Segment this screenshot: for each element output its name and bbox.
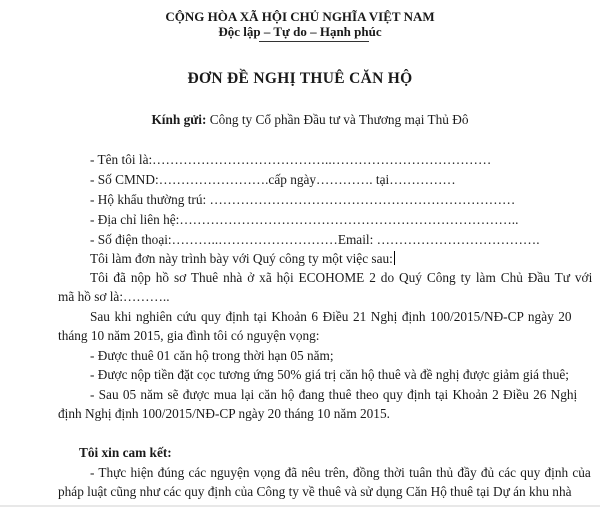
- recipient-value: Công ty Cổ phần Đầu tư và Thương mại Thủ Đô: [206, 112, 469, 127]
- field-issue-date-label: cấp ngày: [268, 172, 317, 187]
- wish-3-text-line1: - Sau 05 năm sẽ được mua lại căn hộ đang thuê theo quy định tại Khoản 2 Điều 26 Nghị: [90, 387, 578, 402]
- intro-paragraph: [90, 251, 395, 267]
- field-issue-date-fill[interactable]: ………….: [316, 172, 376, 187]
- field-phone-label: - Số điện thoại:: [90, 232, 172, 247]
- intro-text: Tôi làm đơn này trình bày với Quý công ty một việc sau:: [90, 251, 393, 266]
- field-id-fill[interactable]: …………………….: [158, 172, 269, 187]
- submitted-paragraph-line1: [90, 270, 593, 286]
- field-residence-fill[interactable]: ……………………………………………………………: [209, 192, 516, 207]
- field-phone-email[interactable]: [90, 232, 540, 248]
- research-text-line1: Sau khi nghiên cứu quy định tại Khoản 6 Điều 21 Nghị định 100/2015/NĐ-CP ngày 20: [90, 309, 572, 324]
- national-header: CỘNG HÒA XÃ HỘI CHỦ NGHĨA VIỆT NAM: [165, 9, 435, 24]
- field-address-label: - Địa chỉ liên hệ:: [90, 212, 180, 227]
- wish-item-2: - Được nộp tiền đặt cọc tương ứng 50% giá trị căn hộ thuê và đề nghị được giảm giá thuê;: [90, 367, 569, 382]
- document-title: ĐƠN ĐỀ NGHỊ THUÊ CĂN HỘ: [187, 70, 413, 87]
- field-email-label: Email:: [337, 232, 377, 247]
- recipient-line: [0, 112, 600, 128]
- research-paragraph-line1: [90, 309, 577, 325]
- recipient-label: Kính gửi:: [151, 112, 207, 127]
- wish-item-1: - Được thuê 01 căn hộ trong thời hạn 05 năm;: [90, 348, 334, 363]
- field-name-fill[interactable]: …………………………………..………………………………: [152, 152, 492, 167]
- field-permanent-residence[interactable]: [90, 192, 515, 208]
- wish-item-3-line1: [90, 387, 577, 403]
- field-id-label: - Số CMND:: [90, 172, 159, 187]
- commitment-line1: [90, 465, 591, 481]
- field-phone-fill[interactable]: ………..………………………: [171, 232, 338, 247]
- commitment-heading: Tôi xin cam kết:: [79, 445, 172, 460]
- commitment-text-line1: - Thực hiện đúng các nguyện vọng đã nêu trên, đồng thời tuân thủ đầy đủ các quy định của: [90, 465, 591, 480]
- research-paragraph-line2: tháng 10 năm 2015, gia đình tôi có nguyện vọng:: [58, 328, 320, 343]
- field-address-fill[interactable]: …………………………………………………………………..: [179, 212, 519, 227]
- field-id-card[interactable]: [90, 172, 456, 188]
- commitment-line2: pháp luật cũng như các quy định của Công ty về thuê và sử dụng Căn Hộ thuê tại Dự án khu nhà: [58, 484, 572, 499]
- field-residence-label: - Hộ khẩu thường trú:: [90, 192, 210, 207]
- field-issue-place-fill[interactable]: ……………: [389, 172, 456, 187]
- field-email-fill[interactable]: ……………………………….: [376, 232, 540, 247]
- field-name-label: - Tên tôi là:: [90, 152, 153, 167]
- national-motto: Độc lập – Tự do – Hạnh phúc: [218, 24, 382, 39]
- motto-underline: [259, 41, 369, 42]
- field-issue-place-label: tại: [375, 172, 390, 187]
- submitted-text-line1: Tôi đã nộp hồ sơ Thuê nhà ở xã hội ECOHOME 2 do Quý Công ty làm Chủ Đầu Tư với: [90, 270, 593, 285]
- submitted-paragraph-line2: mã hồ sơ là:………..: [58, 289, 170, 304]
- field-name[interactable]: [90, 152, 491, 168]
- field-contact-address[interactable]: [90, 212, 518, 228]
- text-cursor: [394, 251, 396, 265]
- wish-item-3-line2: định Nghị định 100/2015/NĐ-CP ngày 20 tháng 10 năm 2015.: [58, 406, 390, 421]
